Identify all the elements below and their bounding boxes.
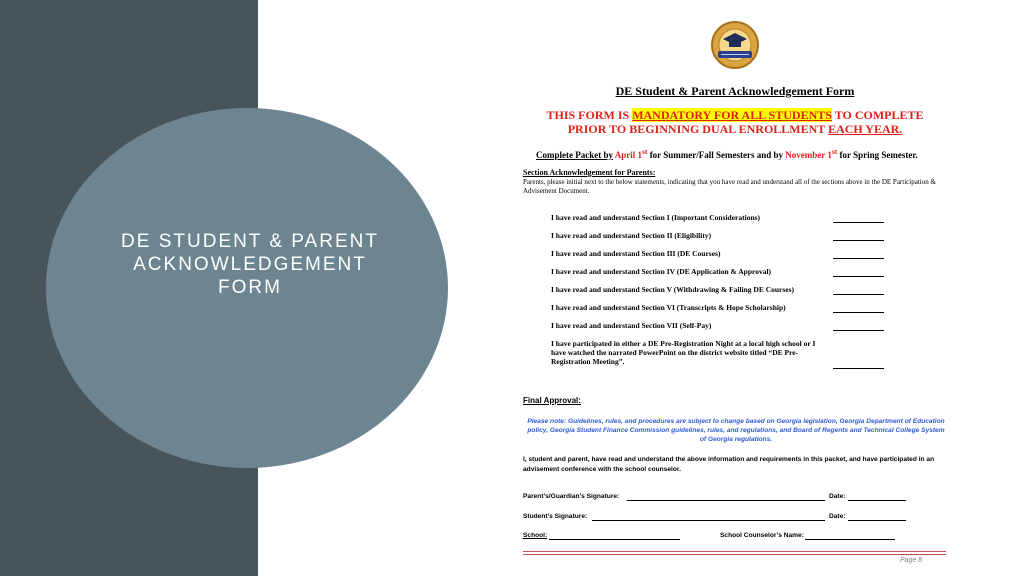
school-label: School: (523, 532, 548, 539)
initial-line[interactable] (833, 222, 884, 223)
parent-signature-label: Parent’s/Guardian’s Signature: (523, 493, 620, 500)
parent-date-field[interactable] (848, 500, 906, 501)
school-field[interactable] (549, 539, 680, 540)
mandatory-part2: TO COMPLETE (831, 108, 924, 122)
initial-line[interactable] (833, 258, 884, 259)
deadline-november-sup: st (831, 147, 838, 156)
deadline-november: November 1 (785, 150, 832, 160)
mandatory-highlight: MANDATORY FOR ALL STUDENTS (632, 108, 832, 122)
complete-packet-line (536, 147, 918, 160)
acknowledgement-item: I have read and understand Section V (Withdrawing & Failing DE Courses) (551, 285, 891, 303)
school-district-seal-icon (706, 20, 764, 70)
slide-title: DE STUDENT & PARENT ACKNOWLEDGEMENT FORM (121, 231, 379, 298)
deadline-april: April 1 (614, 150, 643, 160)
complete-packet-mid: for Summer/Fall Semesters and by (647, 150, 786, 160)
footer-rule (523, 551, 946, 552)
guidelines-note: Please note: Guidelines, rules, and procedures are subject to change based on Georgia legislation, Georgia Department of Education policy, Georgia Student Finance Commission guidelines, rules, and regulations, and Board of Regents and Technical College System of Georgia regulations. (527, 418, 945, 443)
mandatory-part3: PRIOR TO BEGINNING DUAL ENROLLMENT (567, 122, 829, 136)
deadline-april-sup: st (642, 147, 648, 156)
acknowledgement-item: I have read and understand Section IV (DE Application & Approval) (551, 267, 891, 285)
initial-line[interactable] (833, 368, 884, 369)
section-description: Parents, please initial next to the below statements, indicating that you have read and understand all of the sections above in the DE Participation & Advisement Document. (523, 178, 936, 195)
initial-line[interactable] (833, 276, 884, 277)
counselor-name-field[interactable] (805, 539, 895, 540)
student-date-label: Date: (829, 513, 846, 520)
acknowledgement-item: I have read and understand Section II (Eligibility) (551, 231, 891, 249)
complete-packet-label: Complete Packet by (536, 150, 613, 160)
mandatory-notice (500, 108, 970, 136)
mandatory-part1: THIS FORM IS (546, 108, 633, 122)
counselor-name-label: School Counselor’s Name: (720, 532, 804, 539)
acknowledgement-item: I have read and understand Section VI (Transcripts & Hope Scholarship) (551, 303, 891, 321)
mandatory-each-year: EACH YEAR. (828, 122, 903, 136)
acknowledgement-item: I have read and understand Section VII (Self-Pay) (551, 321, 891, 339)
complete-packet-end: for Spring Semester. (837, 150, 918, 160)
student-signature-field[interactable] (592, 520, 825, 521)
acknowledgement-statement: I, student and parent, have read and understand the above information and requirements in this packet, and have participated in an advisement conference with the school counselor. (523, 456, 935, 473)
parent-signature-field[interactable] (627, 500, 825, 501)
acknowledgement-list (551, 213, 891, 375)
final-approval-heading: Final Approval: (523, 396, 581, 405)
acknowledgement-item: I have read and understand Section I (Important Considerations) (551, 213, 891, 231)
footer-rule-secondary (523, 554, 946, 555)
initial-line[interactable] (833, 330, 884, 331)
acknowledgement-item: I have read and understand Section III (DE Courses) (551, 249, 891, 267)
section-heading: Section Acknowledgement for Parents: (523, 168, 656, 177)
parent-date-label: Date: (829, 493, 846, 500)
student-date-field[interactable] (848, 520, 906, 521)
initial-line[interactable] (833, 294, 884, 295)
initial-line[interactable] (833, 312, 884, 313)
acknowledgement-item: I have participated in either a DE Pre-Registration Night at a local high school or I have watched the narrated PowerPoint on the district website titled “DE Pre-Registration Meeting”. (551, 339, 891, 375)
student-signature-label: Student’s Signature: (523, 513, 588, 520)
initial-line[interactable] (833, 240, 884, 241)
page-number: Page 8 (900, 557, 923, 564)
form-title: DE Student & Parent Acknowledgement Form (615, 84, 855, 98)
